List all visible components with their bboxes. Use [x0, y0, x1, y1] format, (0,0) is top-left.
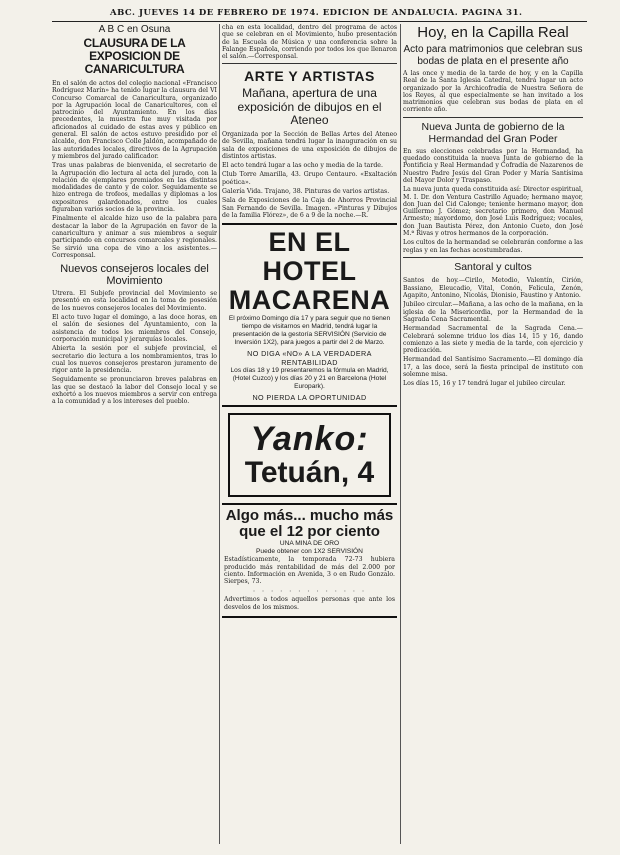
header-line: ABC. JUEVES 14 DE FEBRERO DE 1974. EDICION DE ANDALUCIA. PAGINA 31.	[110, 8, 523, 18]
hotel-ad-cta1: NO DIGA «NO» A LA VERDADERA RENTABILIDAD	[247, 349, 372, 368]
column3-headline3: Santoral y cultos	[454, 260, 532, 273]
column3-paragraph: La nueva junta queda constituida así: Director espiritual, M. I. Dr. don Ventura Castrillo Aguado; hermano mayor, don Juan del Cid Calonge; teniente hermano mayor, don Guillermo J. Gómez; secretario primero, don Manuel Armesto; mayordomo, don José Luis Rodríguez; vocales, don Juan Bautista Pérez, don Antonio Cueto, don José M.ª Rivas y otros hermanos de la corporación.	[403, 186, 583, 238]
column1-subhead: Nuevos consejeros locales del Movimiento	[60, 263, 209, 288]
money-ad-sub1: UNA MINA DE ORO	[279, 540, 340, 548]
column2-paragraph: El acto tendrá lugar a las ocho y media de la tarde.	[222, 162, 383, 170]
page-header	[0, 6, 620, 22]
yanko-address: Tetuán, 4	[244, 456, 375, 490]
yanko-brand: Yanko:	[250, 420, 369, 459]
column1-headline: CLAUSURA DE LA EXPOSICION DE CANARICULTURA	[83, 36, 186, 76]
column2-top-paragraph: cha en esta localidad, dentro del programa de actos que se celebran en el Movimiento, hubo presentación de la Escuela de Música y una conferencia sobre la Falange Española, corriendo por todos los que llenaron el salón.—Corresponsal.	[222, 24, 397, 61]
hotel-ad-body: El próximo Domingo día 17 y para seguir que no tienen tiempo de visitarnos en Madrid, tendrá lugar la presentación de la gestoría SERVISIÓN (Servicio de Inversión 1X2), para juegos a partir del 2 de Marzo.	[228, 315, 391, 347]
column1-paragraph: Tras unas palabras de bienvenida, el secretario de la Agrupación dio lectura al acta del jurado, con la relación de ejemplares premiados en las distintas modalidades de canto y de color. Seguidamente se hizo entrega de trofeos, medallas y diplomas a los expositores galardonados, entre los cuales figuraban varios socios de la provincia.	[52, 162, 217, 214]
column2-paragraph: Sala de Exposiciones de la Caja de Ahorros Provincial San Fernando de Sevilla. Imagen. «Pinturas y Dibujos de la familia Flórez», de 6 a 9 de la noche.—R.	[222, 197, 397, 219]
hotel-ad-body2: Los días 18 y 19 presentaremos la fórmula en Madrid, (Hotel Cuzco) y los días 20 y 21 en Barcelona (Hotel Europark).	[230, 367, 389, 391]
money-ad-sub2: Puede obtener con 1X2 SERVISIÓN	[256, 548, 363, 556]
column2-paragraph: Galería Vida. Trajano, 38. Pinturas de varios artistas.	[222, 188, 390, 196]
section-title-arte: ARTE Y ARTISTAS	[244, 68, 375, 85]
money-ad-footer: Advertimos a todos aquellos personas que ante los desvelos de los mismos.	[224, 596, 395, 611]
money-ad-title: Algo más... mucho más que el 12 por ciento	[225, 507, 394, 541]
section-rule	[403, 257, 583, 258]
column3-paragraph: Jubileo circular.—Mañana, a las ocho de la mañana, en la iglesia de la Misericordia, por la Hermandad de la Sagrada Cena Sacramental.	[403, 301, 583, 323]
column1-paragraph: Abierta la sesión por el subjefe provincial, el secretario dio lectura a los nombramientos, tras lo cual los nuevos consejeros prestaron juramento de rigor ante la presidencia.	[52, 345, 217, 375]
money-ad-body: Estadísticamente, la temporada 72-73 hubiera producido más rentabilidad de más del 2.000 por ciento. Información en Avenida, 3 o en Rudo Gonzalo. Sierpes, 73.	[224, 556, 395, 586]
header-rule	[52, 21, 587, 22]
column1-paragraph: El acto tuvo lugar el domingo, a las doce horas, en el salón de sesiones del Ayuntamiento, con la asistencia de todos los miembros del Consejo, corporación municipal y jerarquías locales.	[52, 314, 217, 343]
column3-paragraph: A las once y media de la tarde de hoy, y en la Capilla Real de la Santa Iglesia Catedral, tendrá lugar un acto organizado por la Archicofradía de Nuestra Señora de los Reyes, al que especialmente se han invitado a los matrimonios que celebran sus bodas de plata en el corriente año.	[403, 70, 583, 114]
section-rule	[403, 117, 583, 118]
yanko-advertisement	[228, 413, 391, 497]
column3-paragraph: Los días 15, 16 y 17 tendrá lugar el jubileo circular.	[403, 380, 566, 388]
column2-headline: Mañana, apertura de una exposición de dibujos en el Ateneo	[237, 86, 382, 128]
column-2	[222, 24, 397, 844]
column3-paragraph: Los cultos de la hermandad se celebrarán conforme a las reglas y en las fechas acostumbradas.	[403, 239, 583, 254]
hotel-ad-line1: EN EL HOTEL	[262, 227, 357, 287]
money-advertisement	[222, 503, 397, 618]
column-1	[52, 24, 217, 844]
column3-subheadline: Acto para matrimonios que celebran sus bodas de plata en el presente año	[403, 44, 583, 67]
column3-paragraph: Santos de hoy.—Cirilo, Metodio, Valentín, Cirión, Bassiano, Eleucadio, Vital, Conón, Felicula, Zenón, Agapito, Antonino, Nicolás, Dionisio, Faustino y Antonio.	[403, 277, 583, 300]
column3-paragraph: Hermandad del Santísimo Sacramento.—El domingo día 17, a las doce, será la fiesta principal de instituto con solemne misa.	[403, 356, 583, 378]
column1-paragraph: Utrera. El Subjefe provincial del Movimiento se presentó en esta localidad en la toma de posesión de los nuevos consejeros locales del Movimiento.	[52, 290, 217, 312]
column-divider-1	[219, 24, 220, 844]
money-ad-divider: · · · · · · · · · · · · ·	[252, 587, 367, 597]
column3-paragraph: En sus elecciones celebradas por la Hermandad, ha quedado constituida la nueva Junta de gobierno de la Pontificia y Real Hermandad y Cofradía de Nazarenos de Nuestro Padre Jesús del Gran Poder y María Santísima del Mayor Dolor y Traspaso.	[403, 147, 583, 184]
column-divider-2	[400, 24, 401, 844]
section-rule	[222, 63, 397, 64]
column-3	[403, 24, 583, 844]
column1-kicker: A B C en Osuna	[98, 24, 171, 35]
column3-paragraph: Hermandad Sacramental de la Sagrada Cena.—Celebrará solemne triduo los días 14, 15 y 16, dando comienzo a las siete y media de la tarde, con ejercicio y predicación.	[403, 325, 583, 355]
column3-headline: Hoy, en la Capilla Real	[417, 24, 569, 41]
hotel-advertisement	[222, 223, 397, 407]
column2-paragraph: Organizada por la Sección de Bellas Artes del Ateneo de Sevilla, mañana tendrá lugar la inauguración en su sala de exposiciones de una exposición de dibujos de distintos artistas.	[222, 130, 397, 160]
hotel-ad-line2: MACARENA	[228, 285, 391, 316]
hotel-ad-cta2: NO PIERDA LA OPORTUNIDAD	[252, 393, 367, 403]
column1-paragraph: En el salón de actos del colegio nacional «Francisco Rodríguez Marín» ha tenido lugar la clausura del VI Concurso Comarcal de Canaricultura, organizado por la Agrupación local de Canaricultores, con el patrocinio del Ayuntamiento. En los días precedentes, la muestra fue muy visitada por aficionados al cuidado de estas aves y público en general. El salón de actos estuvo presidido por el alcalde, don Francisco Colle Jaldón, acompañado de las autoridades locales, directivos de la Agrupación y miembros del jurado calificador.	[52, 80, 217, 160]
column3-headline2: Nueva Junta de gobierno de la Hermandad del Gran Poder	[421, 120, 565, 145]
column2-paragraph: Club Torre Amarilla, 43. Grupo Centauro. «Exaltación poética».	[222, 171, 397, 186]
column1-paragraph: Finalmente el alcalde hizo uso de la palabra para destacar la labor de la Agrupación en favor de la canaricultura y animar a sus miembros a seguir participando en concursos comarcales y regionales. Se sirvió una copa de vino a los asistentes.—Corresponsal.	[52, 215, 217, 259]
column1-paragraph: Seguidamente se pronunciaron breves palabras en las que se destacó la labor del Consejo local y se exhortó a los nuevos miembros a servir con entrega a la comunidad y a los intereses del pueblo.	[52, 376, 217, 406]
